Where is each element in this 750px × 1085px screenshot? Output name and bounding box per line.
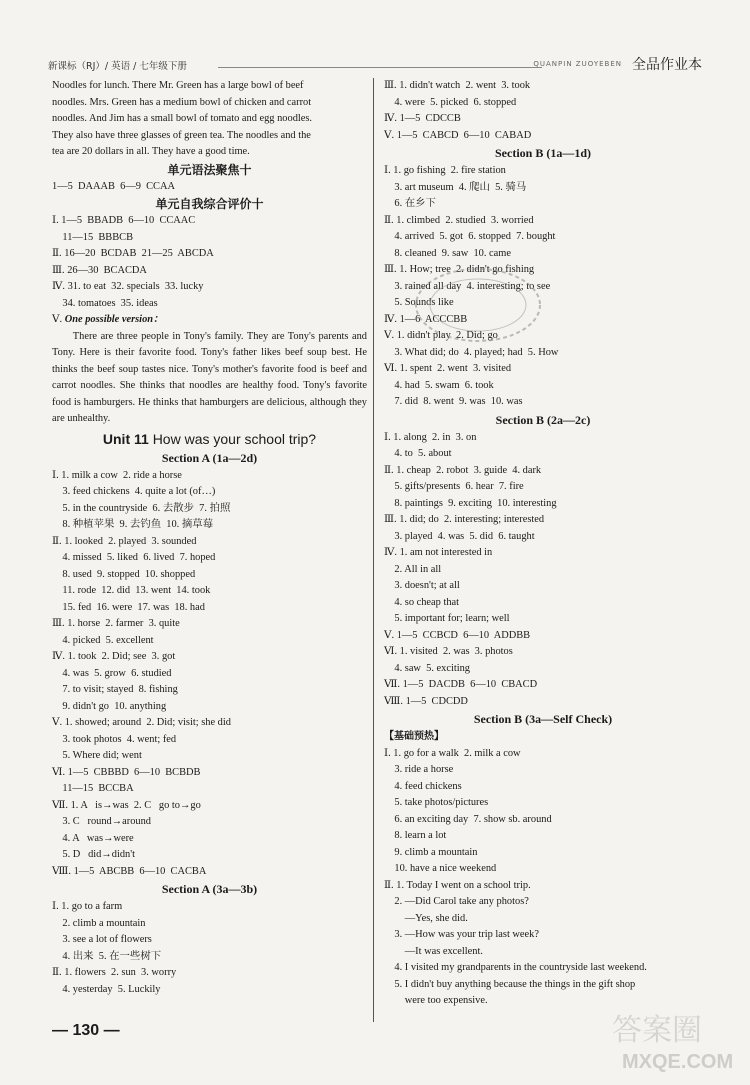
answer-line: Ⅲ. 26—30 BCACDA (52, 264, 147, 276)
passage-line: noodles. And Jim has a small bowl of tomato and egg noodles. (52, 113, 313, 124)
answer-line: Ⅴ. 1. didn't play 2. Did; go (384, 330, 498, 341)
answer-line: Ⅱ. 1. flowers 2. sun 3. worry (52, 967, 177, 978)
answer-line: 5. Sounds like (384, 297, 454, 308)
answer-line: 3. ride a horse (384, 764, 454, 775)
version-label: One possible version： (64, 314, 164, 325)
answer-line: 4. A was→were (52, 832, 134, 844)
answer-line: 4. 出来 5. 在一些树下 (52, 950, 162, 962)
answer-line: Ⅰ. 1. go for a walk 2. milk a cow (384, 747, 521, 759)
book-series-label: 新课标（RJ）/ 英语 / 七年级下册 (48, 61, 187, 72)
answer-line: Ⅰ. 1. milk a cow 2. ride a horse (52, 469, 182, 481)
passage (52, 78, 367, 161)
answer-line: 4. arrived 5. got 6. stopped 7. bought (384, 231, 556, 242)
answer-line: 4. had 5. swam 6. took (384, 379, 494, 391)
section-b2-answers (384, 430, 702, 711)
answer-line: Ⅱ. 1. Today I went on a school trip. (384, 879, 531, 891)
answer-line: —It was excellent. (384, 945, 483, 957)
answer-line: Ⅳ. 1—5 CDCCB (384, 113, 461, 124)
answer-line: Ⅲ. 1. did; do 2. interesting; interested (384, 514, 545, 525)
answer-line: 8. 种植苹果 9. 去钓鱼 10. 摘草莓 (52, 519, 214, 530)
answer-line: 3. doesn't; at all (384, 580, 460, 591)
answer-line: were too expensive. (384, 995, 488, 1006)
answer-line: 3. C round→around (52, 816, 151, 827)
answer-line: 9. climb a mountain (384, 846, 478, 858)
answer-line: 8. learn a lot (384, 830, 447, 841)
answer-line: Ⅶ. 1. A is→was 2. C go to→go (52, 799, 201, 811)
answer-line: 2. climb a mountain (52, 917, 146, 929)
answer-line: Ⅳ. 1. took 2. Did; see 3. got (52, 651, 176, 662)
heading-self-evaluation: 单元自我综合评价十 (155, 197, 264, 211)
unit-name: How was your school trip? (152, 430, 317, 447)
section-b3-answers (384, 746, 702, 1010)
answer-line: 2. All in all (384, 563, 442, 575)
answer-line: Ⅰ. 1. along 2. in 3. on (384, 431, 477, 443)
answer-line: Ⅲ. 1. didn't watch 2. went 3. took (384, 80, 531, 91)
answer-line: 4. missed 5. liked 6. lived 7. hoped (52, 552, 216, 563)
watermark-text: 答案圈 (612, 1013, 702, 1048)
section-heading: Section A (3a—3b) (161, 882, 258, 896)
unit-number: Unit 11 (102, 430, 149, 447)
answer-line: Ⅳ. 31. to eat 32. specials 33. lucky (52, 281, 204, 292)
answer-line: 4. picked 5. excellent (52, 634, 154, 646)
roman-numeral: Ⅴ. (52, 314, 63, 325)
page-header (48, 54, 702, 74)
answer-line: Ⅷ. 1—5 CDCDD (384, 695, 468, 707)
section-a1-answers (52, 468, 367, 881)
brand-title: 全品作业本 (632, 57, 702, 73)
left-column (52, 78, 367, 998)
answer-line: Ⅳ. 1. am not interested in (384, 547, 493, 558)
answer-line: 15. fed 16. were 17. was 18. had (52, 601, 205, 613)
answer-line: 7. to visit; stayed 8. fishing (52, 684, 178, 695)
answer-line: Ⅰ. 1. go to a farm (52, 901, 123, 912)
answer-line: 8. used 9. stopped 10. shopped (52, 568, 196, 580)
passage-line: They also have three glasses of green tea. The noodles and the (52, 129, 311, 141)
answer-line: 8. cleaned 9. saw 10. came (384, 247, 511, 259)
answer-line: Ⅱ. 1. cheap 2. robot 3. guide 4. dark (384, 464, 542, 476)
answer-line: 7. did 8. went 9. was 10. was (384, 396, 523, 407)
section-heading: Section A (1a—2d) (161, 450, 258, 465)
answer-line: 5. important for; learn; well (384, 613, 510, 624)
answer-line: 5. gifts/presents 6. hear 7. fire (384, 481, 524, 492)
answer-line: 8. paintings 9. exciting 10. interesting (384, 497, 557, 509)
answer-line: 5. I didn't buy anything because the things in the gift shop (384, 978, 636, 990)
answer-line: 9. didn't go 10. anything (52, 700, 167, 712)
answer-line: —Yes, she did. (384, 912, 468, 924)
answer-line: Ⅴ. 1. showed; around 2. Did; visit; she did (52, 717, 231, 728)
answer-line: 3. feed chickens 4. quite a lot (of…) (52, 486, 216, 497)
answer-line: 11—15 BCCBA (52, 783, 134, 794)
heading-grammar-focus: 单元语法聚焦十 (167, 162, 252, 177)
answer-line: Ⅶ. 1—5 DACDB 6—10 CBACD (384, 679, 538, 690)
brand-pinyin: QUANPIN ZUOYEBEN (533, 60, 622, 68)
passage-line: tea are 20 dollars in all. They have a good time. (52, 146, 250, 157)
section-heading: Section B (1a—1d) (495, 146, 591, 160)
answer-line: 5. take photos/pictures (384, 797, 489, 808)
answer-line: 3. took photos 4. went; fed (52, 733, 177, 745)
answer-line: Ⅲ. 1. horse 2. farmer 3. quite (52, 618, 180, 629)
answer-line: 4. I visited my grandparents in the countryside last weekend. (384, 962, 647, 973)
stamp-icon (408, 260, 548, 350)
answer-line: 6. an exciting day 7. show sb. around (384, 813, 552, 825)
answer-line: 5. D did→didn't (52, 849, 135, 860)
answer-line: 4. were 5. picked 6. stopped (384, 96, 517, 108)
answer-line: 5. Where did; went (52, 750, 142, 761)
answer-line: 4. saw 5. exciting (384, 662, 470, 674)
header-rule (218, 67, 542, 68)
watermark-url: MXQE.COM (622, 1051, 734, 1073)
answer-line: Ⅷ. 1—5 ABCBB 6—10 CACBA (52, 865, 207, 877)
section-heading: Section B (2a—2c) (495, 412, 591, 427)
sample-essay: There are three people in Tony's family. They are Tony's parents and Tony. Here is their favorite food. Tony's father likes beef soup best. He thinks the beef soup tastes nice. Tony's mother's favorite food is beef and carrot noodles. She thinks that noodles are healthy food. Tony's favorite food is hamburgers. He thinks that hamburgers are delicious, although they are unhealthy. (52, 330, 367, 424)
answer-line: 4. so cheap that (384, 596, 460, 608)
section-a2-answers (52, 899, 367, 998)
answer-line: 4. feed chickens (384, 780, 462, 792)
answer-line: Ⅲ. 1. How; tree 2. didn't go fishing (384, 264, 535, 275)
answer-line: 3. art museum 4. 爬山 5. 骑马 (384, 181, 527, 193)
answer-line: 3. What did; do 4. played; had 5. How (384, 346, 559, 358)
page-number: — 130 — (52, 1022, 120, 1039)
answer-line: 5. in the countryside 6. 去散步 7. 拍照 (52, 502, 231, 514)
version-heading (52, 312, 367, 329)
answer-line: Ⅵ. 1. spent 2. went 3. visited (384, 363, 512, 374)
answer-line: 34. tomatoes 35. ideas (52, 297, 158, 309)
answer-line: 3. see a lot of flowers (52, 934, 152, 945)
answer-line: 3. played 4. was 5. did 6. taught (384, 530, 535, 542)
answer-line: 4. was 5. grow 6. studied (52, 667, 172, 679)
answer-line: Ⅵ. 1. visited 2. was 3. photos (384, 646, 513, 657)
passage-line: noodles. Mrs. Green has a medium bowl of chicken and carrot (52, 96, 312, 108)
watermark-logo (612, 1005, 740, 1079)
answer-line: Ⅱ. 1. climbed 2. studied 3. worried (384, 214, 534, 226)
answer-line: Ⅰ. 1. go fishing 2. fire station (384, 165, 506, 176)
answer-line: 3. —How was your trip last week? (384, 929, 539, 940)
answer-line: Ⅵ. 1—5 CBBBD 6—10 BCBDB (52, 766, 201, 778)
passage-line: Noodles for lunch. There Mr. Green has a large bowl of beef (52, 80, 304, 91)
answer-line: 4. yesterday 5. Luckily (52, 983, 161, 995)
column-divider (373, 78, 374, 1022)
right-column (384, 78, 702, 1010)
answer-line: 6. 在乡下 (384, 198, 436, 209)
answer-line: Ⅱ. 1. looked 2. played 3. sounded (52, 535, 197, 547)
answer-line: Ⅴ. 1—5 CCBCD 6—10 ADDBB (384, 629, 531, 641)
preview-label: 【基础预热】 (384, 731, 444, 742)
unit-title (52, 429, 367, 449)
answer-line: Ⅴ. 1—5 CABCD 6—10 CABAD (384, 129, 532, 141)
grammar-answers: 1—5 DAAAB 6—9 CCAA (52, 180, 175, 192)
answer-line: 11—15 BBBCB (52, 231, 134, 243)
section-heading: Section B (3a—Self Check) (473, 712, 613, 726)
answer-line: 3. rained all day 4. interesting; to see (384, 280, 551, 292)
answer-line: 11. rode 12. did 13. went 14. took (52, 585, 211, 596)
answer-line: 2. —Did Carol take any photos? (384, 896, 529, 907)
answer-line: Ⅰ. 1—5 BBADB 6—10 CCAAC (52, 215, 196, 226)
answer-line: 4. to 5. about (384, 448, 452, 459)
answer-line: Ⅳ. 1—6 ACCCBB (384, 313, 468, 325)
answer-line: 10. have a nice weekend (384, 863, 497, 874)
answer-line: Ⅱ. 16—20 BCDAB 21—25 ABCDA (52, 248, 214, 259)
